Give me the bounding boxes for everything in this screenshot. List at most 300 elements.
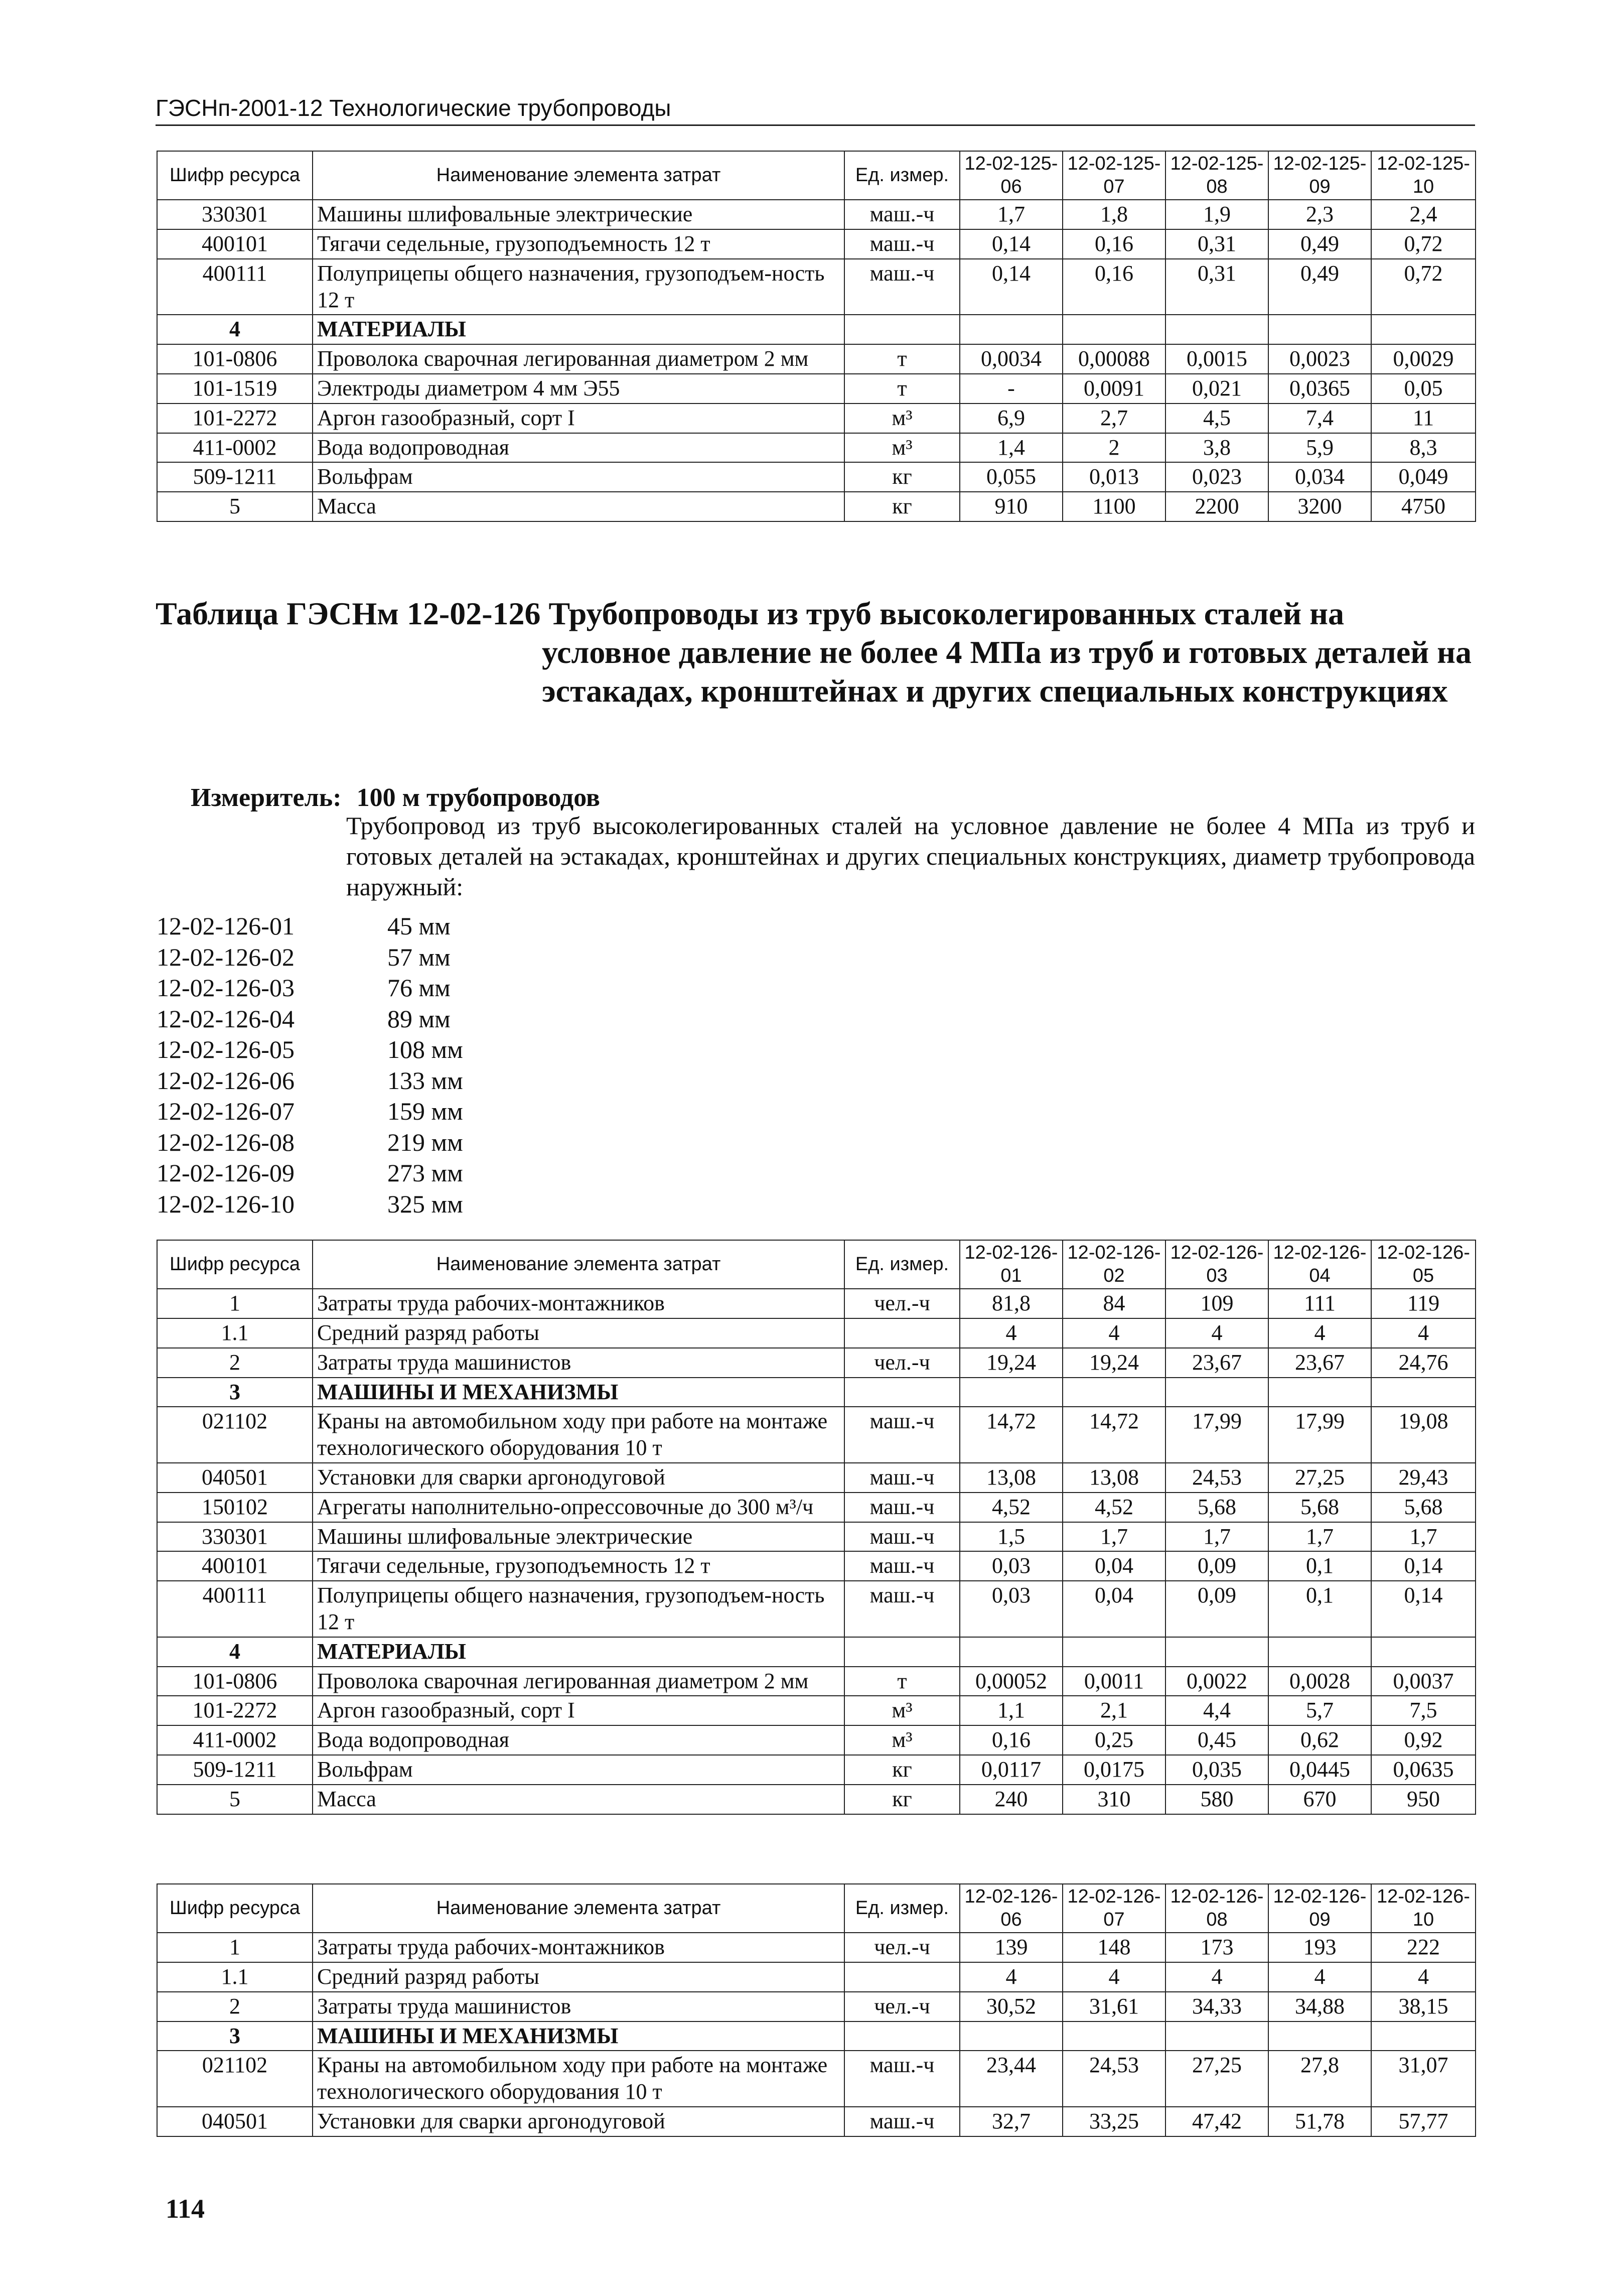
cell-value — [1165, 1378, 1268, 1407]
cell-name: Вольфрам — [313, 462, 844, 492]
cell-name: Средний разряд работы — [313, 1962, 844, 1992]
cell-value: 0,45 — [1165, 1725, 1268, 1755]
cell-value: 31,07 — [1371, 2051, 1476, 2107]
cell-value: 30,52 — [960, 1992, 1063, 2021]
cell-value — [960, 2021, 1063, 2051]
col-header-norm-code: 12-02-126-07 — [1063, 1884, 1165, 1933]
cell-value — [1165, 1637, 1268, 1667]
cell-value: 0,0011 — [1063, 1667, 1165, 1696]
cell-value: 24,76 — [1371, 1348, 1476, 1378]
cell-unit: кг — [844, 1755, 960, 1785]
cell-code: 400111 — [157, 259, 313, 315]
cell-value: 27,25 — [1165, 2051, 1268, 2107]
cell-value: 5,68 — [1371, 1493, 1476, 1522]
norms-table-126-part2 — [157, 1883, 1476, 2137]
cell-code: 330301 — [157, 200, 313, 229]
cell-value: 139 — [960, 1933, 1063, 1962]
cell-name: Установки для сварки аргонодуговой — [313, 1463, 844, 1493]
cell-value: 5,68 — [1165, 1493, 1268, 1522]
cell-unit: чел.-ч — [844, 1992, 960, 2021]
norm-code: 12-02-126-08 — [157, 1128, 295, 1156]
cell-unit: т — [844, 1667, 960, 1696]
pipe-diameter: 89 мм — [387, 1004, 451, 1033]
cell-value: 5,68 — [1268, 1493, 1371, 1522]
table-row — [157, 1581, 1476, 1637]
table-row — [157, 1667, 1476, 1696]
cell-code: 509-1211 — [157, 462, 313, 492]
cell-value: 2 — [1063, 433, 1165, 463]
cell-value: 19,24 — [960, 1348, 1063, 1378]
list-item — [157, 973, 463, 1004]
cell-value: 0,049 — [1371, 462, 1476, 492]
cell-value: 1,9 — [1165, 200, 1268, 229]
cell-value: 1,7 — [1268, 1522, 1371, 1552]
cell-value: 4 — [1268, 1962, 1371, 1992]
table-row — [157, 462, 1476, 492]
cell-value: 0,021 — [1165, 374, 1268, 403]
cell-code: 411-0002 — [157, 1725, 313, 1755]
cell-code: 101-1519 — [157, 374, 313, 403]
cell-value: 0,0365 — [1268, 374, 1371, 403]
table-header-row — [157, 1240, 1476, 1289]
cell-name: Тягачи седельные, грузоподъемность 12 т — [313, 229, 844, 259]
cell-value — [960, 315, 1063, 344]
cell-value — [960, 1637, 1063, 1667]
col-header-code: Шифр ресурса — [157, 1240, 313, 1289]
cell-value: 0,1 — [1268, 1551, 1371, 1581]
cell-unit — [844, 315, 960, 344]
cell-value: 310 — [1063, 1785, 1165, 1814]
norm-code: 12-02-126-09 — [157, 1159, 295, 1187]
cell-value — [1063, 1378, 1165, 1407]
cell-unit: маш.-ч — [844, 1522, 960, 1552]
cell-value: 193 — [1268, 1933, 1371, 1962]
norms-table-125 — [157, 151, 1476, 522]
cell-value: 0,72 — [1371, 229, 1476, 259]
cell-value: 0,92 — [1371, 1725, 1476, 1755]
cell-value: 0,023 — [1165, 462, 1268, 492]
cell-name: Тягачи седельные, грузоподъемность 12 т — [313, 1551, 844, 1581]
cell-name: Машины шлифовальные электрические — [313, 200, 844, 229]
cell-name: Вольфрам — [313, 1755, 844, 1785]
cell-value: 34,33 — [1165, 1992, 1268, 2021]
col-header-norm-code: 12-02-126-04 — [1268, 1240, 1371, 1289]
cell-value: 4,4 — [1165, 1696, 1268, 1725]
measure-value: 100 м трубопроводов — [356, 783, 600, 812]
cell-value: 4 — [960, 1318, 1063, 1348]
cell-name: Установки для сварки аргонодуговой — [313, 2107, 844, 2136]
norm-code: 12-02-126-03 — [157, 974, 295, 1002]
cell-value: 0,055 — [960, 462, 1063, 492]
norm-code: 12-02-126-07 — [157, 1097, 295, 1125]
cell-value: 13,08 — [960, 1463, 1063, 1493]
cell-unit: т — [844, 374, 960, 403]
cell-unit: маш.-ч — [844, 1581, 960, 1637]
col-header-norm-code: 12-02-125-09 — [1268, 151, 1371, 200]
cell-value: 148 — [1063, 1933, 1165, 1962]
col-header-norm-code: 12-02-126-05 — [1371, 1240, 1476, 1289]
cell-value — [1165, 315, 1268, 344]
table-row — [157, 1755, 1476, 1785]
cell-unit — [844, 1637, 960, 1667]
cell-unit: кг — [844, 462, 960, 492]
cell-value: 1,7 — [960, 200, 1063, 229]
cell-value: 173 — [1165, 1933, 1268, 1962]
table-row — [157, 1348, 1476, 1378]
cell-name: Полуприцепы общего назначения, грузоподъем-ность 12 т — [313, 1581, 844, 1637]
col-header-norm-code: 12-02-125-10 — [1371, 151, 1476, 200]
cell-value: 0,03 — [960, 1581, 1063, 1637]
col-header-name: Наименование элемента затрат — [313, 151, 844, 200]
cell-unit: маш.-ч — [844, 1463, 960, 1493]
table-row — [157, 1463, 1476, 1493]
cell-value: 0,16 — [960, 1725, 1063, 1755]
cell-unit: маш.-ч — [844, 259, 960, 315]
cell-value: 0,09 — [1165, 1581, 1268, 1637]
cell-value: 1100 — [1063, 492, 1165, 521]
col-header-norm-code: 12-02-125-07 — [1063, 151, 1165, 200]
cell-code: 1 — [157, 1289, 313, 1318]
cell-unit: м³ — [844, 433, 960, 463]
cell-value: 14,72 — [960, 1407, 1063, 1463]
cell-value: 0,034 — [1268, 462, 1371, 492]
cell-name: Аргон газообразный, сорт I — [313, 1696, 844, 1725]
cell-name: Электроды диаметром 4 мм Э55 — [313, 374, 844, 403]
cell-value: 19,08 — [1371, 1407, 1476, 1463]
table-row — [157, 2021, 1476, 2051]
col-header-norm-code: 12-02-126-10 — [1371, 1884, 1476, 1933]
cell-value: 5,7 — [1268, 1696, 1371, 1725]
cell-unit: маш.-ч — [844, 1493, 960, 1522]
cell-value: 4,52 — [1063, 1493, 1165, 1522]
cell-value: 0,16 — [1063, 229, 1165, 259]
col-header-code: Шифр ресурса — [157, 1884, 313, 1933]
cell-value: 0,49 — [1268, 229, 1371, 259]
cell-code: 150102 — [157, 1493, 313, 1522]
cell-value: 0,035 — [1165, 1755, 1268, 1785]
cell-value — [1268, 1637, 1371, 1667]
cell-code: 2 — [157, 1992, 313, 2021]
cell-unit: чел.-ч — [844, 1289, 960, 1318]
cell-value: 3200 — [1268, 492, 1371, 521]
cell-unit — [844, 1962, 960, 1992]
cell-value: 0,04 — [1063, 1581, 1165, 1637]
measure-label: Измеритель: — [191, 783, 342, 812]
cell-value: 38,15 — [1371, 1992, 1476, 2021]
cell-value: 14,72 — [1063, 1407, 1165, 1463]
col-header-unit: Ед. измер. — [844, 1884, 960, 1933]
cell-value: 0,14 — [960, 229, 1063, 259]
cell-value: 0,0029 — [1371, 344, 1476, 374]
cell-name: Проволока сварочная легированная диаметром 2 мм — [313, 1667, 844, 1696]
cell-code: 2 — [157, 1348, 313, 1378]
cell-code: 021102 — [157, 2051, 313, 2107]
cell-code: 1.1 — [157, 1962, 313, 1992]
cell-value: 0,0022 — [1165, 1667, 1268, 1696]
norm-code: 12-02-126-10 — [157, 1189, 295, 1218]
cell-value: 34,88 — [1268, 1992, 1371, 2021]
cell-value — [1371, 315, 1476, 344]
table-row — [157, 1725, 1476, 1755]
col-header-unit: Ед. измер. — [844, 151, 960, 200]
table-row — [157, 1696, 1476, 1725]
cell-value: 0,03 — [960, 1551, 1063, 1581]
norms-table-126-part1 — [157, 1240, 1476, 1815]
norm-code: 12-02-126-04 — [157, 1004, 295, 1033]
cell-value: 4 — [1371, 1962, 1476, 1992]
cell-value: 1,4 — [960, 433, 1063, 463]
cell-value: 4 — [1063, 1318, 1165, 1348]
cell-code: 101-2272 — [157, 403, 313, 433]
cell-value: 17,99 — [1268, 1407, 1371, 1463]
cell-value: 27,25 — [1268, 1463, 1371, 1493]
cell-value: 0,0445 — [1268, 1755, 1371, 1785]
cell-value: 109 — [1165, 1289, 1268, 1318]
cell-value: 950 — [1371, 1785, 1476, 1814]
description: Трубопровод из труб высоколегированных сталей на условное давление не более 4 МПа из труб и готовых деталей на эстакадах, кронштейнах и других специальных конструкциях, диаметр трубопровода наружный: — [346, 812, 1475, 901]
page-number: 114 — [166, 2194, 205, 2224]
cell-code: 4 — [157, 1637, 313, 1667]
cell-code: 101-0806 — [157, 1667, 313, 1696]
list-item — [157, 942, 463, 973]
cell-name: Затраты труда рабочих-монтажников — [313, 1289, 844, 1318]
cell-value: 4 — [1063, 1962, 1165, 1992]
pipe-diameter: 108 мм — [387, 1035, 463, 1063]
list-item — [157, 1127, 463, 1158]
cell-value: 23,67 — [1165, 1348, 1268, 1378]
cell-name: Вода водопроводная — [313, 1725, 844, 1755]
cell-code: 330301 — [157, 1522, 313, 1552]
cell-value: 1,7 — [1063, 1522, 1165, 1552]
cell-value: 19,24 — [1063, 1348, 1165, 1378]
cell-value: 23,67 — [1268, 1348, 1371, 1378]
cell-value: 31,61 — [1063, 1992, 1165, 2021]
cell-value: 2,3 — [1268, 200, 1371, 229]
cell-value: 1,7 — [1165, 1522, 1268, 1552]
cell-value: 0,16 — [1063, 259, 1165, 315]
table-row — [157, 1378, 1476, 1407]
cell-name: Краны на автомобильном ходу при работе на монтаже технологического оборудования 10 т — [313, 2051, 844, 2107]
pipe-diameter: 273 мм — [387, 1159, 463, 1187]
norm-code: 12-02-126-02 — [157, 942, 295, 971]
list-item — [157, 911, 463, 942]
cell-code: 400111 — [157, 1581, 313, 1637]
cell-unit: маш.-ч — [844, 229, 960, 259]
cell-name: Затраты труда машинистов — [313, 1348, 844, 1378]
cell-value: 1,7 — [1371, 1522, 1476, 1552]
cell-code: 5 — [157, 492, 313, 521]
table-row — [157, 1551, 1476, 1581]
cell-value: 0,0117 — [960, 1755, 1063, 1785]
running-header: ГЭСНп-2001-12 Технологические трубопроводы — [156, 94, 1475, 126]
cell-value: 4750 — [1371, 492, 1476, 521]
cell-value: 1,5 — [960, 1522, 1063, 1552]
cell-name: Затраты труда машинистов — [313, 1992, 844, 2021]
cell-value: 4 — [1165, 1962, 1268, 1992]
list-item — [157, 1004, 463, 1035]
cell-value: 0,04 — [1063, 1551, 1165, 1581]
cell-value: 0,0023 — [1268, 344, 1371, 374]
table-row — [157, 1289, 1476, 1318]
table-row — [157, 2051, 1476, 2107]
table-row — [157, 315, 1476, 344]
col-header-norm-code: 12-02-126-08 — [1165, 1884, 1268, 1933]
cell-value: 27,8 — [1268, 2051, 1371, 2107]
cell-code: 400101 — [157, 229, 313, 259]
cell-value: 0,14 — [1371, 1551, 1476, 1581]
cell-value: 1,8 — [1063, 200, 1165, 229]
table-row — [157, 1785, 1476, 1814]
cell-name: МАТЕРИАЛЫ — [313, 315, 844, 344]
cell-name: Машины шлифовальные электрические — [313, 1522, 844, 1552]
cell-unit: кг — [844, 1785, 960, 1814]
cell-name: Полуприцепы общего назначения, грузоподъем-ность 12 т — [313, 259, 844, 315]
cell-value: 0,0175 — [1063, 1755, 1165, 1785]
cell-value: 0,0034 — [960, 344, 1063, 374]
cell-value: 0,013 — [1063, 462, 1165, 492]
cell-value: 3,8 — [1165, 433, 1268, 463]
measure — [191, 783, 600, 813]
list-item — [157, 1034, 463, 1065]
cell-value: 0,0015 — [1165, 344, 1268, 374]
cell-name: Агрегаты наполнительно-опрессовочные до 300 м³/ч — [313, 1493, 844, 1522]
norm-code: 12-02-126-05 — [157, 1035, 295, 1063]
list-item — [157, 1189, 463, 1220]
cell-name: Краны на автомобильном ходу при работе на монтаже технологического оборудования 10 т — [313, 1407, 844, 1463]
table-header-row — [157, 1884, 1476, 1933]
cell-value: 4,52 — [960, 1493, 1063, 1522]
cell-value: 4 — [960, 1962, 1063, 1992]
cell-name: Аргон газообразный, сорт I — [313, 403, 844, 433]
cell-value: 4 — [1165, 1318, 1268, 1348]
cell-value: 111 — [1268, 1289, 1371, 1318]
list-item — [157, 1065, 463, 1097]
cell-unit — [844, 1378, 960, 1407]
cell-unit — [844, 1318, 960, 1348]
pipe-diameter: 325 мм — [387, 1189, 463, 1218]
cell-value: 6,9 — [960, 403, 1063, 433]
col-header-norm-code: 12-02-125-08 — [1165, 151, 1268, 200]
col-header-norm-code: 12-02-126-06 — [960, 1884, 1063, 1933]
cell-value: 57,77 — [1371, 2107, 1476, 2136]
cell-value: 5,9 — [1268, 433, 1371, 463]
col-header-name: Наименование элемента затрат — [313, 1240, 844, 1289]
table-row — [157, 433, 1476, 463]
cell-value — [1165, 2021, 1268, 2051]
col-header-norm-code: 12-02-126-09 — [1268, 1884, 1371, 1933]
pipe-diameter: 219 мм — [387, 1128, 463, 1156]
cell-value: 0,0028 — [1268, 1667, 1371, 1696]
col-header-norm-code: 12-02-126-02 — [1063, 1240, 1165, 1289]
cell-value: 0,1 — [1268, 1581, 1371, 1637]
cell-unit: маш.-ч — [844, 200, 960, 229]
table-row — [157, 403, 1476, 433]
cell-value: 240 — [960, 1785, 1063, 1814]
cell-name: Проволока сварочная легированная диаметром 2 мм — [313, 344, 844, 374]
cell-unit: маш.-ч — [844, 2051, 960, 2107]
list-item — [157, 1158, 463, 1189]
cell-code: 411-0002 — [157, 433, 313, 463]
table-row — [157, 374, 1476, 403]
cell-value: 24,53 — [1165, 1463, 1268, 1493]
pipe-diameter: 76 мм — [387, 974, 451, 1002]
cell-value — [960, 1378, 1063, 1407]
cell-unit: маш.-ч — [844, 1551, 960, 1581]
cell-name: МАШИНЫ И МЕХАНИЗМЫ — [313, 2021, 844, 2051]
cell-value: 2200 — [1165, 492, 1268, 521]
cell-name: Масса — [313, 492, 844, 521]
cell-value: 4 — [1371, 1318, 1476, 1348]
cell-value: 4 — [1268, 1318, 1371, 1348]
pipe-diameter: 133 мм — [387, 1066, 463, 1095]
cell-value: 0,72 — [1371, 259, 1476, 315]
cell-value: 2,7 — [1063, 403, 1165, 433]
cell-code: 400101 — [157, 1551, 313, 1581]
table-header-row — [157, 151, 1476, 200]
cell-value: 47,42 — [1165, 2107, 1268, 2136]
cell-unit: т — [844, 344, 960, 374]
cell-code: 4 — [157, 315, 313, 344]
table-row — [157, 200, 1476, 229]
table-row — [157, 1318, 1476, 1348]
cell-value: 29,43 — [1371, 1463, 1476, 1493]
cell-value: 0,25 — [1063, 1725, 1165, 1755]
cell-code: 3 — [157, 2021, 313, 2051]
norm-code: 12-02-126-01 — [157, 912, 295, 940]
table-title — [156, 595, 1480, 710]
cell-value — [1268, 2021, 1371, 2051]
cell-value: 51,78 — [1268, 2107, 1371, 2136]
cell-name: Средний разряд работы — [313, 1318, 844, 1348]
cell-code: 5 — [157, 1785, 313, 1814]
cell-value: 580 — [1165, 1785, 1268, 1814]
col-header-code: Шифр ресурса — [157, 151, 313, 200]
col-header-norm-code: 12-02-125-06 — [960, 151, 1063, 200]
cell-value: 81,8 — [960, 1289, 1063, 1318]
cell-unit: м³ — [844, 1725, 960, 1755]
table-row — [157, 259, 1476, 315]
cell-value — [1371, 2021, 1476, 2051]
cell-value: 11 — [1371, 403, 1476, 433]
cell-value — [1063, 1637, 1165, 1667]
cell-value: 84 — [1063, 1289, 1165, 1318]
table-row — [157, 1992, 1476, 2021]
cell-code: 3 — [157, 1378, 313, 1407]
cell-value: 7,4 — [1268, 403, 1371, 433]
col-header-norm-code: 12-02-126-01 — [960, 1240, 1063, 1289]
cell-unit: чел.-ч — [844, 1348, 960, 1378]
cell-value: 8,3 — [1371, 433, 1476, 463]
cell-code: 101-0806 — [157, 344, 313, 374]
cell-value: 0,0091 — [1063, 374, 1165, 403]
cell-value: 0,62 — [1268, 1725, 1371, 1755]
norm-code: 12-02-126-06 — [157, 1066, 295, 1095]
cell-unit: маш.-ч — [844, 2107, 960, 2136]
cell-code: 040501 — [157, 2107, 313, 2136]
cell-unit: м³ — [844, 403, 960, 433]
cell-value: 222 — [1371, 1933, 1476, 1962]
table-title-line1: Таблица ГЭСНм 12-02-126 Трубопроводы из труб высоколегированных сталей на — [156, 596, 1344, 631]
table-row — [157, 1962, 1476, 1992]
cell-code: 101-2272 — [157, 1696, 313, 1725]
table-row — [157, 344, 1476, 374]
cell-value: 23,44 — [960, 2051, 1063, 2107]
cell-value: 2,1 — [1063, 1696, 1165, 1725]
cell-value — [1371, 1378, 1476, 1407]
diameter-list — [157, 911, 463, 1220]
cell-name: Затраты труда рабочих-монтажников — [313, 1933, 844, 1962]
cell-value: 0,49 — [1268, 259, 1371, 315]
